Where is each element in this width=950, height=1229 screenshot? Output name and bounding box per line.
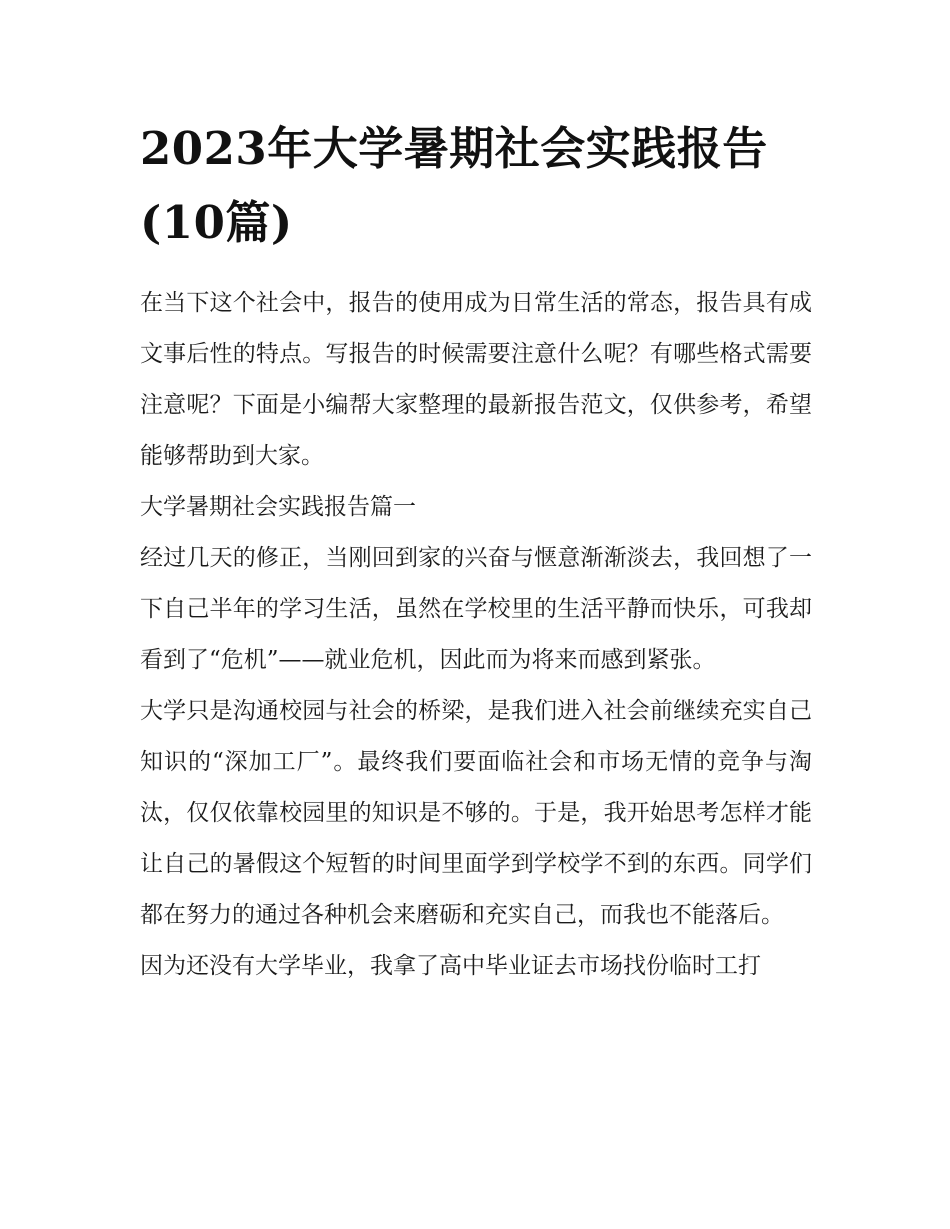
body-paragraph-2: 大学只是沟通校园与社会的桥梁，是我们进入社会前继续充实自己知识的“深加工厂”。最终我们要面临社会和市场无情的竞争与淘汰，仅仅依靠校园里的知识是不够的。于是，我开始思考怎样才能让自己的暑假这个短暂的时间里面学到学校学不到的东西。同学们都在努力的通过各种机会来磨砺和充实自己，而我也不能落后。 (140, 698, 812, 928)
section-heading: 大学暑期社会实践报告篇一 (140, 494, 416, 520)
body-paragraph-3: 因为还没有大学毕业，我拿了高中毕业证去市场找份临时工打 (140, 953, 761, 979)
body-paragraph-1: 经过几天的修正，当刚回到家的兴奋与惬意渐渐淡去，我回想了一下自己半年的学习生活，虽然在学校里的生活平静而快乐，可我却看到了“危机”——就业危机，因此而为将来而感到紧张。 (140, 545, 812, 673)
document-page (140, 112, 812, 992)
intro-paragraph: 在当下这个社会中，报告的使用成为日常生活的常态，报告具有成文事后性的特点。写报告的时候需要注意什么呢？有哪些格式需要注意呢？下面是小编帮大家整理的最新报告范文，仅供参考，希望能够帮助到大家。 (140, 290, 812, 469)
document-title: 2023年大学暑期社会实践报告(10篇) (140, 122, 768, 249)
